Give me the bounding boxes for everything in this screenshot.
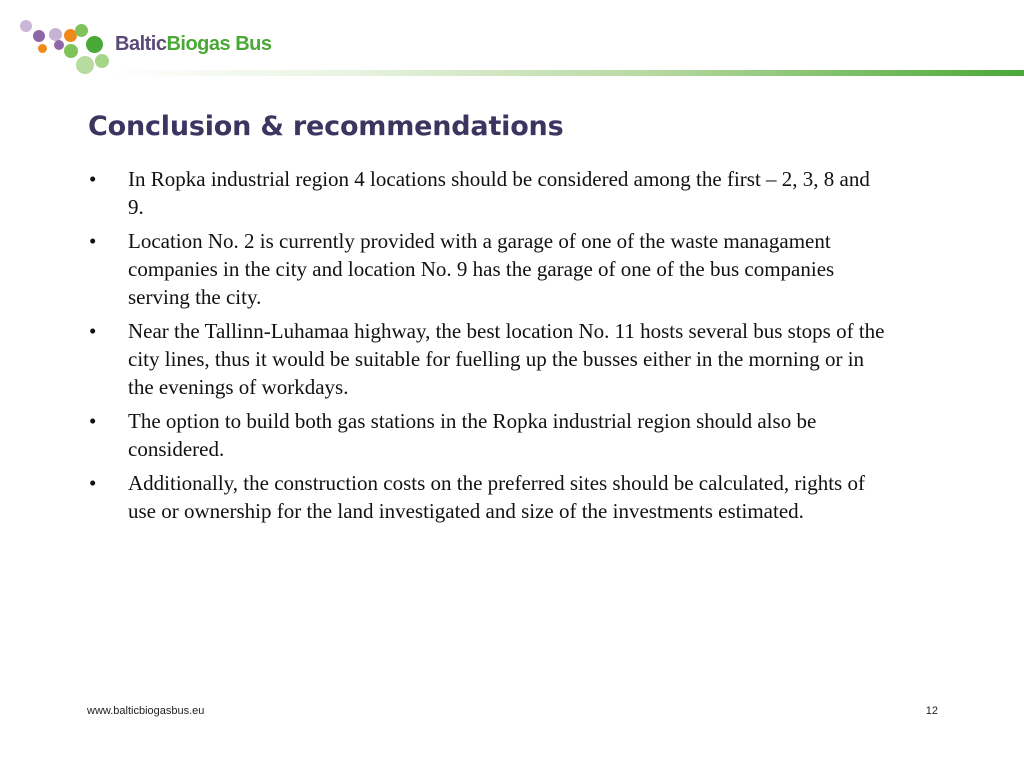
bullet-text: Additionally, the construction costs on the preferred sites should be calculated, rights of use or ownership for the land investigated and size of the investments estimated.	[128, 471, 865, 523]
bullet-item	[88, 469, 888, 525]
bullet-icon: •	[89, 167, 97, 191]
bullet-icon: •	[89, 319, 97, 343]
bullet-item	[88, 407, 888, 463]
brand-name-part1: Baltic	[115, 33, 167, 55]
bullet-item	[88, 317, 888, 401]
page-number: 12	[925, 705, 938, 717]
slide-title: Conclusion & recommendations	[88, 111, 564, 142]
bullet-text: Near the Tallinn-Luhamaa highway, the best location No. 11 hosts several bus stops of the city lines, thus it would be suitable for fuelling up the busses either in the morning or in the evenings of workdays.	[128, 319, 885, 399]
bullet-item	[88, 165, 888, 221]
bullet-text: In Ropka industrial region 4 locations should be considered among the first – 2, 3, 8 and 9.	[128, 167, 870, 219]
bullet-item	[88, 227, 888, 311]
bullet-icon: •	[89, 471, 97, 495]
brand-logo	[115, 33, 272, 56]
bullet-icon: •	[89, 229, 97, 253]
bullet-text: The option to build both gas stations in the Ropka industrial region should also be considered.	[128, 409, 817, 461]
bullet-icon: •	[89, 409, 97, 433]
bullet-text: Location No. 2 is currently provided with a garage of one of the waste managament companies in the city and location No. 9 has the garage of one of the bus companies serving the city.	[128, 229, 835, 309]
header-divider	[108, 70, 1024, 76]
brand-name-part2: Biogas Bus	[166, 33, 272, 55]
bullet-list	[88, 165, 888, 531]
footer-website-link[interactable]: www.balticbiogasbus.eu	[87, 705, 205, 717]
logo-dots-icon	[18, 18, 112, 76]
